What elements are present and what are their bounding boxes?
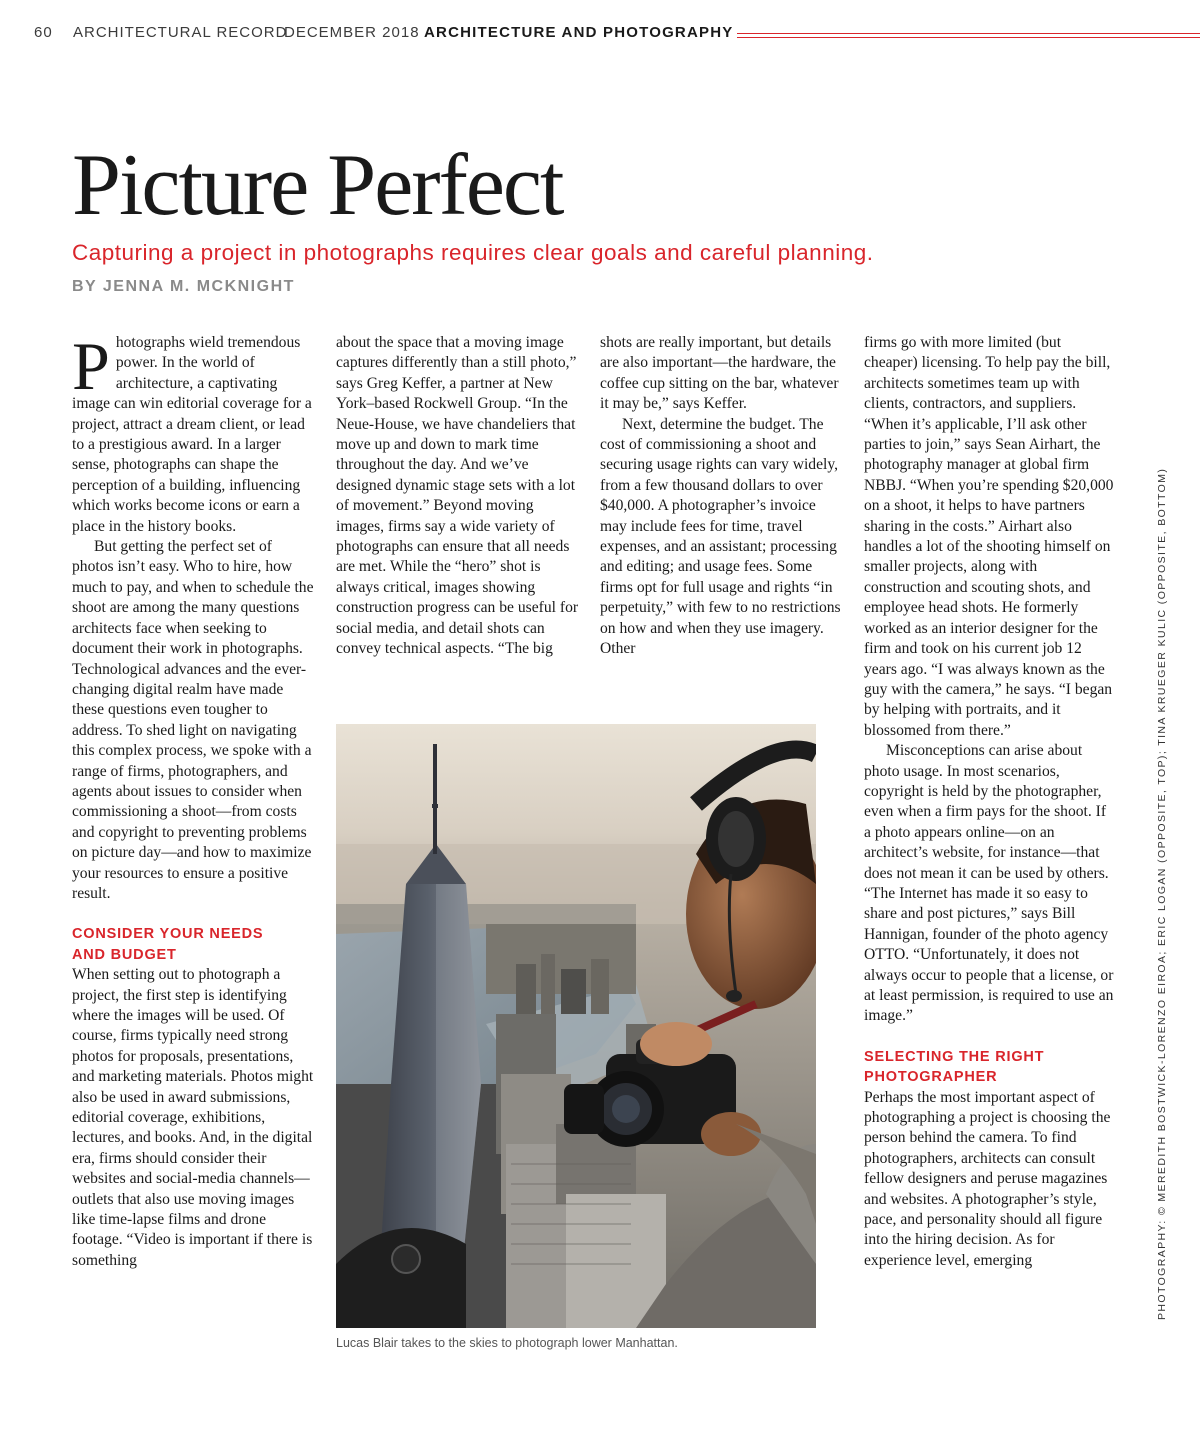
paragraph: firms go with more limited (but cheaper) licensing. To help pay the bill, architects sometimes team up with clients, contractors, and suppliers. “When it’s applicable, I’ll ask other parties to join,” says Sean Airhart, the photography manager at global firm NBBJ. “When you’re spending $20,000 on a shoot, it helps to have partners sharing in the costs.” Airhart also handles a lot of the shooting himself on smaller projects, along with construction and scouting shots, and employee head shots. He formerly worked as an interior designer for the firm and took on his current job 12 years ago. “I was always known as the guy with the camera,” he says. “I began by helping with portraits, and it blossomed from there.” [864, 334, 1114, 739]
article-photo [336, 724, 816, 1328]
article-subtitle: Capturing a project in photographs requires clear goals and careful planning. [72, 240, 874, 265]
issue-date: DECEMBER 2018 [284, 24, 420, 41]
photo-caption: Lucas Blair takes to the skies to photograph lower Manhattan. [336, 1336, 678, 1350]
header-rule [737, 33, 1200, 38]
paragraph: Next, determine the budget. The cost of commissioning a shoot and securing usage rights can vary widely, from a few thousand dollars to over $40,000. A photographer’s invoice may include fees for time, travel expenses, and an assistant; processing and editing; and usage fees. Some firms opt for full usage and rights “in perpetuity,” with few to no restrictions on how and when they use imagery. Other [600, 415, 841, 658]
subhead-selecting-photographer [864, 1047, 1114, 1088]
running-header [34, 24, 1200, 46]
paragraph [72, 328, 316, 537]
subhead-line: PHOTOGRAPHER [864, 1069, 998, 1086]
photo-credit: PHOTOGRAPHY: © MEREDITH BOSTWICK-LORENZO EIROA; ERIC LOGAN (OPPOSITE, TOP); TINA KRUEGER KULIC (OPPOSITE, BOTTOM) [1156, 467, 1168, 1320]
section-name: ARCHITECTURE AND PHOTOGRAPHY [424, 24, 734, 41]
text-column-1 [72, 328, 316, 1271]
paragraph: Perhaps the most important aspect of photographing a project is choosing the person behind the camera. To find photographers, architects can consult fellow designers and peruse magazines and websites. A photographer’s style, pace, and personality should all figure into the hiring decision. As for experience level, emerging [864, 1088, 1111, 1269]
article-title: Picture Perfect [72, 137, 563, 234]
paragraph: When setting out to photograph a project, the first step is identifying where the images will be used. Of course, firms typically need strong photos for proposals, presentations, and marketing materials. Photos might also be used in award submissions, editorial coverage, exhibitions, lectures, and books. And, in the digital era, firms should consider their websites and social-media channels—outlets that also use moving images like time-lapse films and drone footage. “Video is important if there is something [72, 966, 314, 1269]
text-column-3 [600, 333, 844, 660]
page-number: 60 [34, 24, 53, 41]
subhead-line: AND BUDGET [72, 946, 177, 963]
subhead-needs-budget [72, 924, 316, 965]
paragraph: But getting the perfect set of photos isn’t easy. Who to hire, how much to pay, and when to schedule the shoot are among the many questions architects face when seeking to document their work in photographs. Technological advances and the ever-changing digital realm have made these questions even tougher to address. To shed light on navigating this complex process, we spoke with a range of firms, photographers, and agents about issues to consider when commissioning a shoot—from costs and copyright to preventing problems on picture day—and how to maximize your resources to ensure a positive result. [72, 538, 314, 902]
subhead-line: CONSIDER YOUR NEEDS [72, 926, 264, 943]
text-column-4 [864, 333, 1114, 1271]
byline: BY JENNA M. MCKNIGHT [72, 278, 295, 295]
paragraph: shots are really important, but details are also important—the hardware, the coffee cup sitting on the bar, whatever it may be,” says Keffer. [600, 334, 839, 413]
text-column-2 [336, 333, 580, 660]
paragraph: about the space that a moving image captures differently than a still photo,” says Greg Keffer, a partner at New York–based Rockwell Group. “In the Neue-House, we have chandeliers that move up and down to mark time throughout the day. And we’ve designed dynamic stage sets with a lot of movement.” Beyond moving images, firms say a wide variety of photographs can ensure that all needs are met. While the “hero” shot is always critical, images showing construction progress can be useful for social media, and detail shots can convey technical aspects. “The big [336, 334, 579, 658]
drop-cap: P [72, 328, 110, 404]
subhead-line: SELECTING THE RIGHT [864, 1048, 1045, 1065]
aerial-photo-illustration [336, 724, 816, 1328]
paragraph-text: hotographs wield tremendous power. In the world of architecture, a captivating image can win editorial coverage for a project, attract a dream client, or lead to a prestigious award. In a larger sense, photographs can shape the perception of a building, influencing which works become icons or earn a place in the history books. [72, 334, 312, 535]
publication-name: ARCHITECTURAL RECORD [73, 24, 288, 41]
paragraph: Misconceptions can arise about photo usage. In most scenarios, copyright is held by the photographer, even when a firm pays for the shoot. If a photo appears online—on an architect’s website, for instance—that does not mean it can be used by others. “The Internet has made it so easy to share and post pictures,” says Bill Hannigan, founder of the photo agency OTTO. “Unfortunately, it does not always occur to people that a license, or at least permission, is required to use an image.” [864, 742, 1114, 1025]
